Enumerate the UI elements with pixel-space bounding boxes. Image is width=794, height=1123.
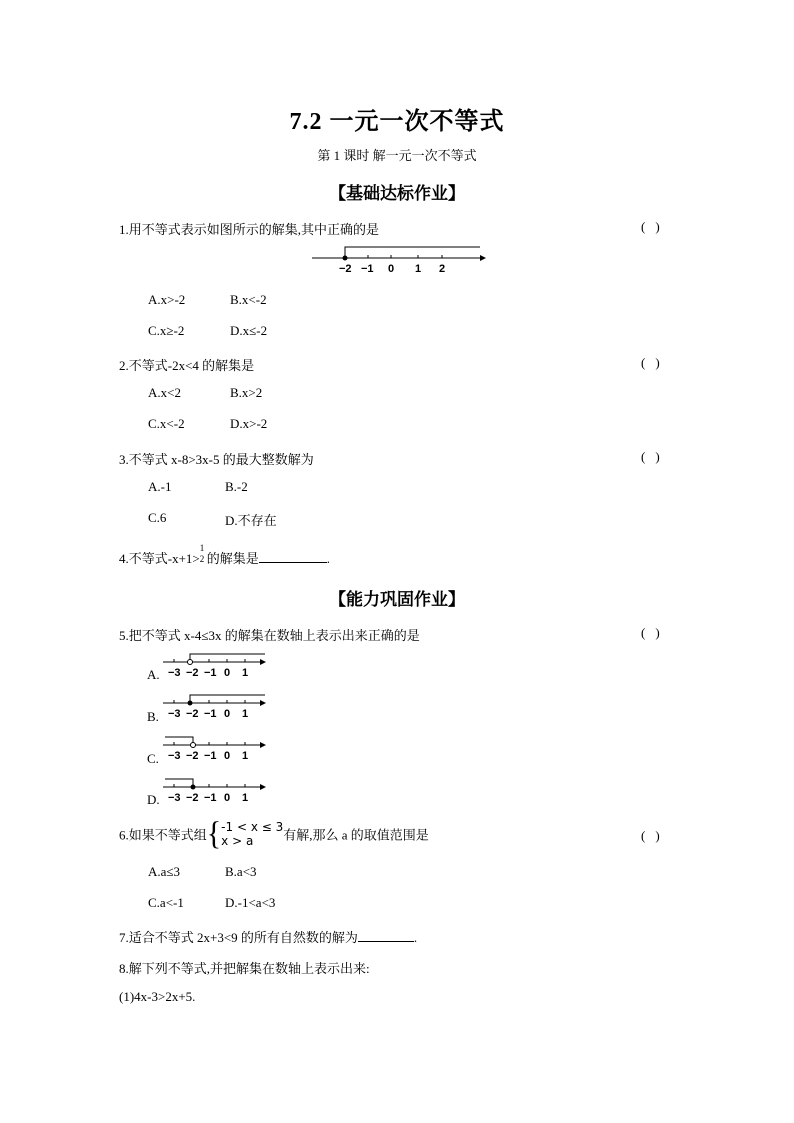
q5a-tick-label: −3 bbox=[168, 667, 181, 679]
q2-option-a: A.x<2 bbox=[148, 385, 181, 400]
q4-fraction-num: 1 bbox=[199, 543, 205, 553]
q5d-tick-label: 0 bbox=[224, 792, 231, 804]
answer-paren-5: () bbox=[641, 625, 670, 640]
question-3: 3.不等式 x-8>3x-5 的最大整数解为 bbox=[119, 452, 314, 467]
q1-tick-label: 2 bbox=[439, 263, 446, 275]
q7-text: 7.适合不等式 2x+3<9 的所有自然数的解为 bbox=[119, 930, 358, 945]
q6-brace: { bbox=[206, 815, 222, 852]
q6-line-2: x > a bbox=[221, 834, 254, 848]
question-8-part-1: (1)4x-3>2x+5. bbox=[119, 989, 196, 1004]
answer-paren-1: () bbox=[641, 219, 670, 234]
q1-option-c: C.x≥-2 bbox=[148, 323, 185, 338]
q5-option-d-number-line bbox=[160, 776, 270, 806]
q5-option-d-label: D. bbox=[147, 792, 160, 807]
q7-answer-blank[interactable] bbox=[358, 929, 414, 942]
q5d-tick-label: −3 bbox=[168, 792, 181, 804]
q5c-tick-label: 0 bbox=[224, 750, 231, 762]
page-title: 7.2 一元一次不等式 bbox=[289, 109, 505, 135]
q5b-tick-label: −2 bbox=[186, 708, 199, 720]
q6-system bbox=[221, 820, 283, 848]
q1-option-b: B.x<-2 bbox=[230, 292, 267, 307]
q4-answer-blank[interactable] bbox=[259, 550, 327, 563]
q1-number-line bbox=[308, 240, 488, 276]
q3-option-a: A.-1 bbox=[148, 479, 172, 494]
q5c-tick-label: −3 bbox=[168, 750, 181, 762]
q1-tick-label: 1 bbox=[415, 263, 422, 275]
q4-fraction-den: 2 bbox=[199, 554, 205, 564]
q2-option-b: B.x>2 bbox=[230, 385, 263, 400]
q6-text-pre: 6.如果不等式组 bbox=[119, 827, 207, 843]
answer-paren-6: () bbox=[641, 828, 670, 843]
q4-fraction bbox=[199, 543, 207, 565]
q5c-tick-label: −2 bbox=[186, 750, 199, 762]
q4-text-pre: 4.不等式-x+1> bbox=[119, 551, 200, 566]
q5a-tick-label: 1 bbox=[242, 667, 249, 679]
q6-option-c: C.a<-1 bbox=[148, 895, 184, 910]
answer-paren-3: () bbox=[641, 449, 670, 464]
question-5: 5.把不等式 x-4≤3x 的解集在数轴上表示出来正确的是 bbox=[119, 628, 420, 643]
q5c-tick-label: −1 bbox=[204, 750, 217, 762]
q5d-tick-label: −2 bbox=[186, 792, 199, 804]
q5b-tick-label: 1 bbox=[242, 708, 249, 720]
q5-option-a-label: A. bbox=[147, 667, 160, 682]
q5b-tick-label: −3 bbox=[168, 708, 181, 720]
q2-option-d: D.x>-2 bbox=[230, 416, 268, 431]
q1-tick-label: −1 bbox=[361, 263, 374, 275]
q5a-tick-label: −1 bbox=[204, 667, 217, 679]
q5b-tick-label: −1 bbox=[204, 708, 217, 720]
question-4 bbox=[119, 543, 331, 567]
q1-tick-label: −2 bbox=[339, 263, 352, 275]
section-ability-heading: 【能力巩固作业】 bbox=[329, 590, 465, 609]
question-2: 2.不等式-2x<4 的解集是 bbox=[119, 358, 255, 373]
q5-option-c-number-line bbox=[160, 734, 270, 764]
q3-option-b: B.-2 bbox=[225, 479, 248, 494]
q6-option-d: D.-1<a<3 bbox=[225, 895, 276, 910]
q1-tick-label: 0 bbox=[388, 263, 395, 275]
q5a-tick-label: 0 bbox=[224, 667, 231, 679]
section-basic-heading: 【基础达标作业】 bbox=[329, 184, 465, 203]
q5a-tick-label: −2 bbox=[186, 667, 199, 679]
question-1: 1.用不等式表示如图所示的解集,其中正确的是 bbox=[119, 222, 380, 237]
q5b-tick-label: 0 bbox=[224, 708, 231, 720]
q1-option-d: D.x≤-2 bbox=[230, 323, 268, 338]
q5-option-a-number-line bbox=[160, 651, 270, 681]
q5-option-b-label: B. bbox=[147, 709, 159, 724]
question-7 bbox=[119, 927, 417, 946]
question-6 bbox=[119, 817, 429, 851]
q6-option-a: A.a≤3 bbox=[148, 864, 181, 879]
q6-option-b: B.a<3 bbox=[225, 864, 257, 879]
q5c-tick-label: 1 bbox=[242, 750, 249, 762]
question-8: 8.解下列不等式,并把解集在数轴上表示出来: bbox=[119, 961, 370, 976]
q5-option-c-label: C. bbox=[147, 751, 159, 766]
q4-text-post: 的解集是 bbox=[206, 551, 259, 566]
page-subtitle: 第 1 课时 解一元一次不等式 bbox=[317, 148, 477, 163]
q5-option-b-number-line bbox=[160, 692, 270, 722]
q2-option-c: C.x<-2 bbox=[148, 416, 185, 431]
q3-option-d: D.不存在 bbox=[225, 513, 277, 528]
q1-option-a: A.x>-2 bbox=[148, 292, 186, 307]
q7-end: . bbox=[413, 930, 418, 945]
q6-text-post: 有解,那么 a 的取值范围是 bbox=[283, 827, 429, 843]
q5d-tick-label: −1 bbox=[204, 792, 217, 804]
q4-end: . bbox=[326, 551, 331, 566]
q6-line-1: -1 < x ≤ 3 bbox=[221, 820, 284, 834]
q5d-tick-label: 1 bbox=[242, 792, 249, 804]
answer-paren-2: () bbox=[641, 355, 670, 370]
q3-option-c: C.6 bbox=[148, 510, 167, 525]
